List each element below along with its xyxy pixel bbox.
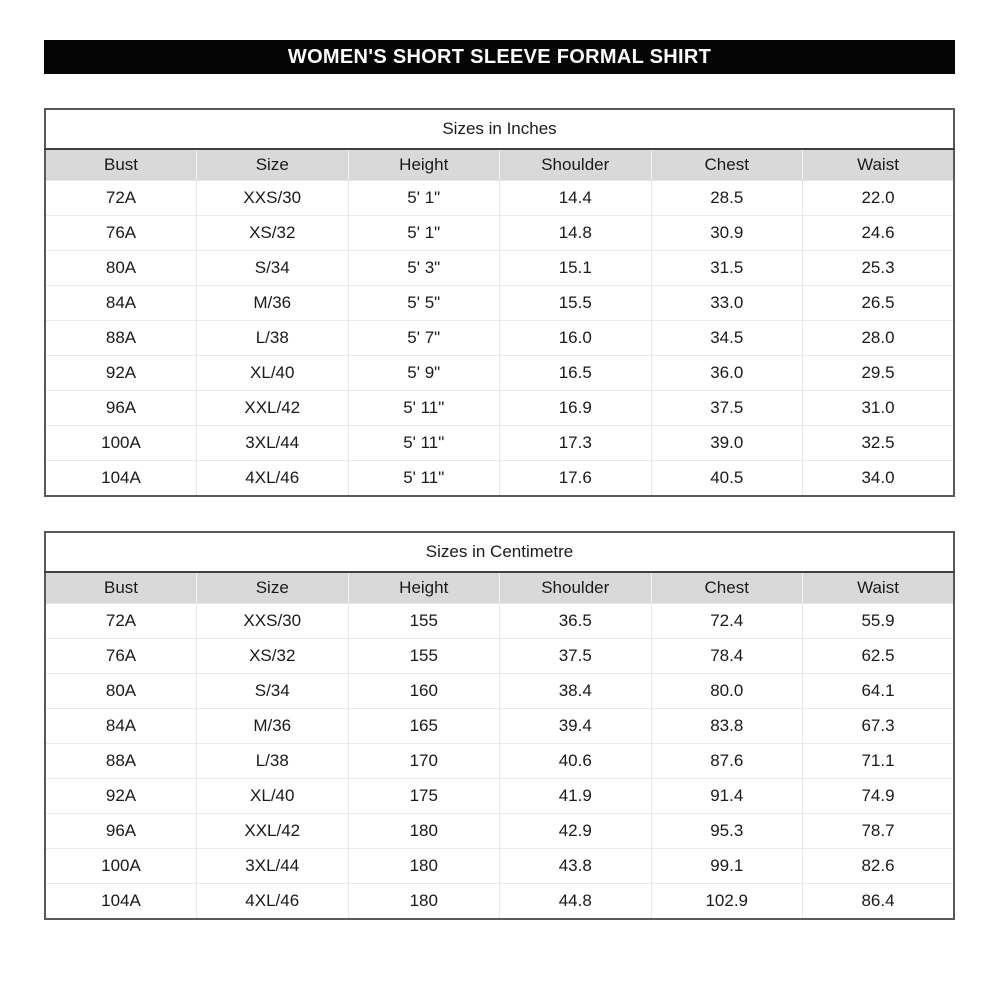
column-header-row (45, 572, 954, 604)
table-cell: 78.7 (803, 814, 955, 849)
column-header: Chest (651, 572, 803, 604)
table-row (45, 286, 954, 321)
table-row (45, 884, 954, 920)
table-cell: 30.9 (651, 216, 803, 251)
table-cell: 96A (45, 391, 197, 426)
table-cell: 36.5 (500, 604, 652, 639)
table-cell: 87.6 (651, 744, 803, 779)
table-cell: M/36 (197, 286, 349, 321)
size-table-inches (44, 108, 955, 497)
table-cell: 3XL/44 (197, 849, 349, 884)
column-header: Bust (45, 572, 197, 604)
table-cell: 31.5 (651, 251, 803, 286)
table-cell: 71.1 (803, 744, 955, 779)
column-header: Shoulder (500, 572, 652, 604)
table-cell: 100A (45, 426, 197, 461)
table-cell: 39.0 (651, 426, 803, 461)
table-cell: 14.4 (500, 181, 652, 216)
table-cell: S/34 (197, 251, 349, 286)
table-cell: 104A (45, 461, 197, 497)
table-cell: 41.9 (500, 779, 652, 814)
table-row (45, 391, 954, 426)
table-cell: 24.6 (803, 216, 955, 251)
table-cell: 74.9 (803, 779, 955, 814)
table-cell: 39.4 (500, 709, 652, 744)
table-cell: 180 (348, 884, 500, 920)
table-cell: XS/32 (197, 639, 349, 674)
table-cell: 5' 7" (348, 321, 500, 356)
table-cell: XXS/30 (197, 604, 349, 639)
table-cell: 26.5 (803, 286, 955, 321)
table-cell: 80A (45, 674, 197, 709)
table-row (45, 709, 954, 744)
column-header: Bust (45, 149, 197, 181)
table-cell: 160 (348, 674, 500, 709)
product-title-text: WOMEN'S SHORT SLEEVE FORMAL SHIRT (287, 45, 712, 68)
table-cell: 42.9 (500, 814, 652, 849)
table-cell: 40.5 (651, 461, 803, 497)
table-cell: 72.4 (651, 604, 803, 639)
table-title-row (45, 109, 954, 149)
table-cell: 84A (45, 286, 197, 321)
table-row (45, 426, 954, 461)
size-table-centimetre (44, 531, 955, 920)
table-cell: 62.5 (803, 639, 955, 674)
table-cell: 22.0 (803, 181, 955, 216)
table-row (45, 849, 954, 884)
table-cell: 92A (45, 356, 197, 391)
table-cell: L/38 (197, 321, 349, 356)
column-header: Shoulder (500, 149, 652, 181)
table-cell: 34.5 (651, 321, 803, 356)
table-cell: 99.1 (651, 849, 803, 884)
table-cell: 14.8 (500, 216, 652, 251)
table-cell: 165 (348, 709, 500, 744)
table-cell: 5' 9" (348, 356, 500, 391)
table-cell: 83.8 (651, 709, 803, 744)
table-cell: 17.6 (500, 461, 652, 497)
table-cell: 43.8 (500, 849, 652, 884)
table-cell: 15.1 (500, 251, 652, 286)
table-cell: 44.8 (500, 884, 652, 920)
table-cell: 34.0 (861, 468, 895, 487)
table-cell: 3XL/44 (197, 426, 349, 461)
table-cell: 100A (45, 849, 197, 884)
table-cell: 80A (45, 251, 197, 286)
column-header: Waist (803, 149, 955, 181)
table-cell: 88A (45, 744, 197, 779)
table-cell: 16.9 (500, 391, 652, 426)
column-header: Size (197, 572, 349, 604)
table-cell: 155 (348, 604, 500, 639)
table-row (45, 744, 954, 779)
product-title-banner (44, 40, 955, 74)
table-cell: 91.4 (651, 779, 803, 814)
table-cell: 96A (45, 814, 197, 849)
table-cell: 38.4 (500, 674, 652, 709)
table-cell: 95.3 (651, 814, 803, 849)
table-cell: 31.0 (803, 391, 955, 426)
table-cell: 72A (45, 604, 197, 639)
column-header: Waist (803, 572, 955, 604)
table-cell: 33.0 (651, 286, 803, 321)
table-title: Sizes in Centimetre (45, 532, 954, 572)
table-cell: 15.5 (500, 286, 652, 321)
table-cell: 5' 1" (348, 181, 500, 216)
table-cell: XL/40 (197, 779, 349, 814)
table-cell: 5' 11" (348, 426, 500, 461)
table-row (45, 216, 954, 251)
table-cell: 67.3 (803, 709, 955, 744)
table-row (45, 321, 954, 356)
table-cell: 55.9 (803, 604, 955, 639)
table-cell: 104A (45, 884, 197, 920)
table-row (45, 779, 954, 814)
table-cell: 17.3 (500, 426, 652, 461)
table-cell: 86.4 (861, 891, 895, 910)
table-row (45, 639, 954, 674)
table-cell: 5' 11" (348, 391, 500, 426)
table-cell: 155 (348, 639, 500, 674)
column-header: Chest (651, 149, 803, 181)
column-header: Height (348, 149, 500, 181)
table-cell: 175 (348, 779, 500, 814)
table-cell: M/36 (197, 709, 349, 744)
table-cell: 92A (45, 779, 197, 814)
table-row (45, 604, 954, 639)
table-cell: 102.9 (651, 884, 803, 920)
table-cell: 180 (348, 849, 500, 884)
table-cell: 5' 11" (348, 461, 500, 497)
table-cell: 4XL/46 (197, 461, 349, 497)
table-cell: 29.5 (803, 356, 955, 391)
column-header: Height (348, 572, 500, 604)
table-cell: 16.5 (500, 356, 652, 391)
table-cell: XL/40 (197, 356, 349, 391)
table-cell: 82.6 (803, 849, 955, 884)
column-header: Size (197, 149, 349, 181)
table-title: Sizes in Inches (45, 109, 954, 149)
table-cell: XXS/30 (197, 181, 349, 216)
table-cell: XXL/42 (197, 391, 349, 426)
table-row (45, 814, 954, 849)
column-header-row (45, 149, 954, 181)
table-cell: 64.1 (803, 674, 955, 709)
table-cell: 5' 1" (348, 216, 500, 251)
table-cell: 28.5 (651, 181, 803, 216)
table-cell: 76A (45, 639, 197, 674)
table-cell: 72A (45, 181, 197, 216)
table-row (45, 356, 954, 391)
table-cell: 40.6 (500, 744, 652, 779)
table-cell: 37.5 (651, 391, 803, 426)
table-cell: 180 (348, 814, 500, 849)
table-cell: 78.4 (651, 639, 803, 674)
table-cell: 32.5 (803, 426, 955, 461)
table-cell: 76A (45, 216, 197, 251)
table-cell: 4XL/46 (197, 884, 349, 920)
table-cell: 84A (45, 709, 197, 744)
table-cell: XS/32 (197, 216, 349, 251)
table-row (45, 181, 954, 216)
table-row (45, 674, 954, 709)
table-cell: 36.0 (651, 356, 803, 391)
table-cell: 37.5 (500, 639, 652, 674)
table-cell: 25.3 (803, 251, 955, 286)
table-row (45, 251, 954, 286)
table-cell: 170 (348, 744, 500, 779)
table-title-row (45, 532, 954, 572)
table-cell: 5' 3" (348, 251, 500, 286)
table-cell: 16.0 (500, 321, 652, 356)
table-cell: XXL/42 (197, 814, 349, 849)
table-cell: 5' 5" (348, 286, 500, 321)
table-row (45, 461, 954, 497)
table-cell: 88A (45, 321, 197, 356)
table-cell: L/38 (197, 744, 349, 779)
table-cell: 80.0 (651, 674, 803, 709)
table-cell: 28.0 (803, 321, 955, 356)
table-cell: S/34 (197, 674, 349, 709)
